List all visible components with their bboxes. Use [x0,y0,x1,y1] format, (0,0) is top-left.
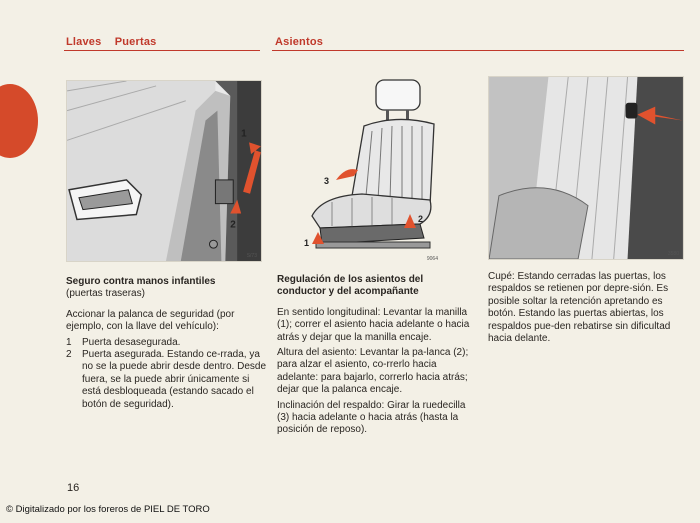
child-lock-subtitle: (puertas traseras) [66,288,145,300]
header-asientos: Asientos [275,36,324,48]
door-lock-illustration [66,80,262,262]
coupe-section [488,271,688,348]
list-item-number: 1 [66,336,72,348]
seat-drawing [302,76,442,264]
seat-adjustment-illustration [302,76,442,264]
seat-adjust-longitudinal: En sentido longitudinal: Levantar la manilla (1); correr el asiento hacia adelante o hacia atrás y dejar que la manilla encaje. [277,306,470,343]
seat-adjust-height: Altura del asiento: Levantar la pa-lanca (2); para alzar el asiento, co-rrerlo hacia adelante: para bajarlo, correrlo hacia atrás; dejar que la palanca encaje. [277,347,469,396]
coupe-backrest-illustration [488,76,684,260]
seat-callout-3: 3 [324,176,330,186]
coupe-drawing [489,77,683,259]
child-lock-title: Seguro contra manos infantiles [66,276,216,287]
section-tab-marker [0,84,38,158]
header-rule-right [272,50,684,51]
door-figure-code: S/73 [246,253,257,259]
list-item-number: 2 [66,349,72,361]
header-llaves: Llaves [66,36,102,48]
page-number: 16 [67,482,80,494]
door-callout-2: 2 [230,219,236,231]
child-lock-intro: Accionar la palanca de seguridad (por ejemplo, con la llave del vehículo): [66,308,235,333]
seat-figure-code: 9064 [426,256,438,262]
child-lock-section [66,276,266,411]
door-lock-drawing [67,81,261,261]
door-callout-1: 1 [241,128,247,140]
seat-adjust-section [277,274,473,440]
header-rule-left [64,50,260,51]
list-item [66,349,266,411]
seat-callout-2: 2 [418,214,424,224]
header-puertas: Puertas [114,36,157,48]
list-item-text: Puerta desasegurada. [82,336,181,348]
seat-adjust-title: Regulación de los asientos del conductor y del acompañante [277,274,424,298]
seat-adjust-recline: Inclinación del respaldo: Girar la ruedecilla (3) hacia adelante o hacia atrás (hasta la posición de reposo). [277,399,466,436]
list-item [66,337,266,349]
header-left [66,36,156,48]
list-item-text: Puerta asegurada. Estando ce-rrada, ya no se la puede abrir desde dentro. Desde fuera, se la puede abrir únicamente si está desbloqueada (estando sacado el botón de seguridad). [82,349,267,410]
coupe-text: Cupé: Estando cerradas las puertas, los respaldos se retienen por depre-sión. Es posible soltar la retención apretando es botón. Estando las puertas abiertas, los respaldos pue-den rebatirse sin dificultad hacia delante. [488,271,671,345]
child-lock-list [66,337,266,411]
seat-callout-1: 1 [304,238,310,248]
digitization-credit: © Digitalizado por los foreros de PIEL DE TORO [6,504,210,515]
coupe-figure-code: 3580 [667,251,679,257]
